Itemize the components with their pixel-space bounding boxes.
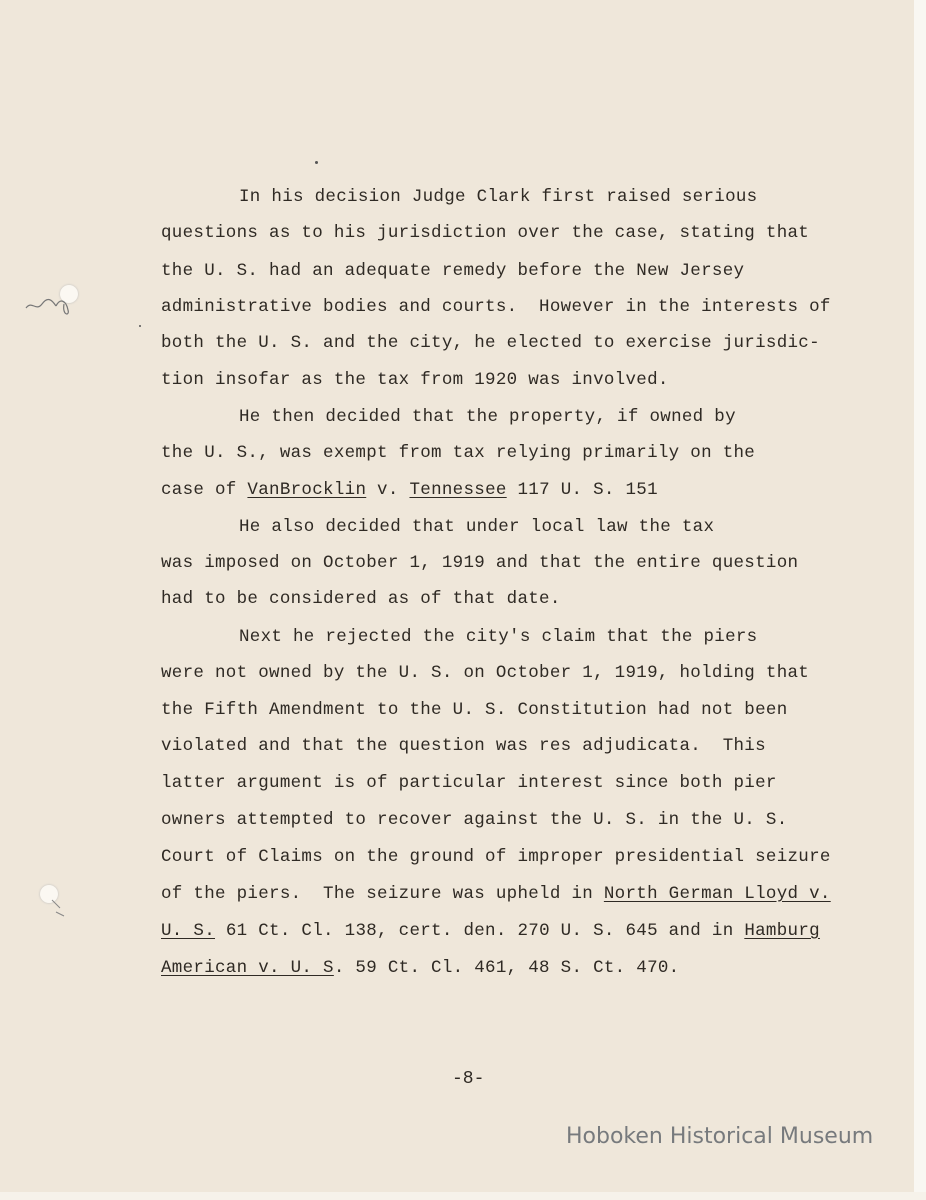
case-name: North German Lloyd v. <box>603 884 831 904</box>
text-span: v. <box>366 480 410 500</box>
text-line: violated and that the question was res adjudicata. This <box>161 736 766 756</box>
text-line: He also decided that under local law the tax <box>239 517 715 537</box>
text-line: Court of Claims on the ground of improper presidential seizure <box>161 847 831 867</box>
text-line: owners attempted to recover against the U. S. in the U. S. <box>161 810 788 830</box>
text-line: were not owned by the U. S. on October 1, 1919, holding that <box>161 663 810 683</box>
text-line: He then decided that the property, if owned by <box>239 407 736 427</box>
pencil-scribble-icon <box>22 290 82 320</box>
text-line: had to be considered as of that date. <box>161 589 561 609</box>
text-line: both the U. S. and the city, he elected to exercise jurisdic- <box>161 333 820 353</box>
text-line: questions as to his jurisdiction over the case, stating that <box>161 223 810 243</box>
text-line: the U. S. had an adequate remedy before the New Jersey <box>161 261 745 281</box>
pencil-mark-icon <box>46 892 76 922</box>
text-line: the U. S., was exempt from tax relying primarily on the <box>161 443 756 463</box>
case-name: VanBrocklin <box>247 480 367 500</box>
text-span: case of <box>161 480 248 500</box>
case-name: American v. U. S <box>161 958 334 978</box>
text-line: administrative bodies and courts. However in the interests of <box>161 297 831 317</box>
text-line: was imposed on October 1, 1919 and that the entire question <box>161 553 799 573</box>
page-edge <box>914 0 926 1200</box>
text-line: tion insofar as the tax from 1920 was involved. <box>161 370 669 390</box>
case-name: Tennessee <box>409 480 507 500</box>
text-span: 117 U. S. 151 <box>506 480 658 500</box>
final-citation-line <box>161 958 679 978</box>
page-bottom-edge <box>0 1192 926 1200</box>
text-span: of the piers. The seizure was upheld in <box>161 884 604 904</box>
seizure-line <box>161 884 831 904</box>
text-span: 61 Ct. Cl. 138, cert. den. 270 U. S. 645 and in <box>215 921 745 941</box>
case-name: U. S. <box>161 921 216 941</box>
museum-watermark: Hoboken Historical Museum <box>566 1124 874 1149</box>
cert-line <box>161 921 820 941</box>
case-citation-line <box>161 480 658 500</box>
text-line: Next he rejected the city's claim that the piers <box>239 627 758 647</box>
text-line: latter argument is of particular interest since both pier <box>161 773 777 793</box>
case-name: Hamburg <box>744 921 820 941</box>
text-line: the Fifth Amendment to the U. S. Constitution had not been <box>161 700 788 720</box>
page-number: -8- <box>452 1069 485 1089</box>
ink-speck <box>139 325 141 327</box>
text-line: In his decision Judge Clark first raised serious <box>239 187 758 207</box>
ink-speck <box>315 161 318 164</box>
text-span: . 59 Ct. Cl. 461, 48 S. Ct. 470. <box>333 958 680 978</box>
